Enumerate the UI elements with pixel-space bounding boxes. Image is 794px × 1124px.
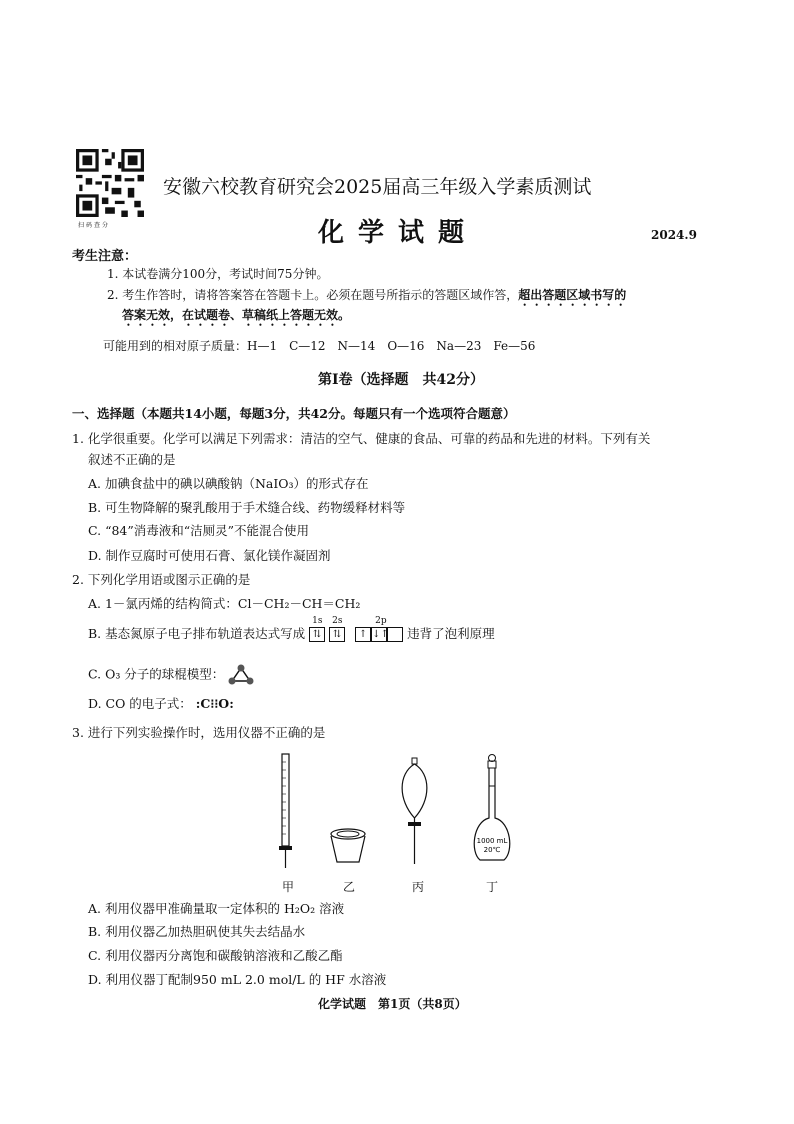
apparatus-caption-bing: 丙 bbox=[412, 880, 425, 894]
orbital-2p-label: 2p bbox=[375, 616, 387, 626]
page-footer: 化学试题 第1页（共8页） bbox=[318, 997, 467, 1011]
orbital-1s bbox=[309, 616, 325, 642]
q2-option-d-text: D. CO 的电子式： bbox=[88, 696, 192, 711]
apparatus-figure bbox=[270, 752, 530, 876]
part-title: 第Ⅰ卷（选择题 共42分） bbox=[318, 372, 485, 388]
orbital-box-icon: ↓↑ bbox=[372, 629, 389, 640]
q1-option-c: C. “84”消毒液和“洁厕灵”不能混合使用 bbox=[88, 523, 310, 538]
volumetric-flask-icon bbox=[474, 755, 510, 861]
atomic-masses: 可能用到的相对原子质量：H—1 C—12 N—14 O—16 Na—23 Fe—56 bbox=[103, 339, 536, 353]
orbital-box-icon: ⇅ bbox=[309, 627, 325, 642]
orbital-2p bbox=[355, 616, 403, 642]
flask-temp-label: 20℃ bbox=[483, 846, 501, 854]
flask-volume-label: 1000 mL bbox=[476, 837, 508, 845]
q1-option-d: D. 制作豆腐时可使用石膏、氯化镁作凝固剂 bbox=[88, 548, 331, 563]
apparatus-caption-yi: 乙 bbox=[343, 880, 356, 894]
q2-option-a: A. 1－氯丙烯的结构简式：Cl－CH₂－CH＝CH₂ bbox=[88, 596, 361, 611]
notice-item-2-text: 2. 考生作答时，请将答案答在答题卡上。必须在题号所指示的答题区域作答， bbox=[107, 288, 519, 302]
notice-item-2-emphasis: 超出答题区域书写的 bbox=[518, 288, 627, 302]
apparatus-caption-jia: 甲 bbox=[282, 880, 295, 894]
qr-code-image bbox=[76, 149, 144, 217]
exam-name: 安徽六校教育研究会2025届高三年级入学素质测试 bbox=[163, 176, 592, 198]
exam-date: 2024.9 bbox=[651, 228, 697, 242]
apparatus-caption-ding: 丁 bbox=[486, 880, 499, 894]
orbital-box-icon: ⇅ bbox=[329, 627, 345, 642]
q1-option-a: A. 加碘食盐中的碘以碘酸钠（NaIO₃）的形式存在 bbox=[88, 476, 369, 491]
q3-option-c: C. 利用仪器丙分离饱和碳酸钠溶液和乙酸乙酯 bbox=[88, 948, 343, 963]
orbital-2s-label: 2s bbox=[332, 616, 343, 626]
notice-item-2-cont: 答案无效，在试题卷、草稿纸上答题无效。 bbox=[122, 308, 351, 322]
notice-heading: 考生注意： bbox=[72, 249, 138, 264]
orbital-1s-label: 1s bbox=[312, 616, 323, 626]
orbital-box-icon bbox=[387, 627, 403, 642]
q2-option-c bbox=[88, 664, 254, 686]
q2-option-b-text: B. 基态氮原子电子排布轨道表达式写成 bbox=[88, 626, 306, 641]
qr-caption: 扫码查分 bbox=[78, 222, 111, 229]
q2-stem: 2. 下列化学用语或图示正确的是 bbox=[72, 572, 251, 587]
burette-icon bbox=[279, 754, 292, 868]
section-title: 一、选择题（本题共14小题，每题3分，共42分。每题只有一个选项符合题意） bbox=[72, 406, 516, 421]
page-title: 化学试题 bbox=[318, 218, 479, 248]
q3-stem: 3. 进行下列实验操作时，选用仪器不正确的是 bbox=[72, 725, 326, 740]
separatory-funnel-icon bbox=[402, 758, 427, 864]
q2-option-b-tail: 违背了泡利原理 bbox=[407, 626, 495, 641]
orbital-box-icon: ↑ bbox=[355, 627, 371, 642]
q2-option-d bbox=[88, 694, 234, 712]
q1-stem-1: 1. 化学很重要。化学可以满足下列需求：清洁的空气、健康的食品、可靠的药品和先进的材料。下列有关 bbox=[72, 431, 651, 446]
q2-option-c-text: C. O₃ 分子的球棍模型： bbox=[88, 666, 225, 682]
q3-option-b: B. 利用仪器乙加热胆矾使其失去结晶水 bbox=[88, 924, 306, 939]
q3-option-a: A. 利用仪器甲准确量取一定体积的 H₂O₂ 溶液 bbox=[88, 901, 345, 916]
notice-item-1: 1. 本试卷满分100分，考试时间75分钟。 bbox=[107, 267, 329, 281]
orbital-2s bbox=[329, 616, 345, 642]
q3-option-d: D. 利用仪器丁配制950 mL 2.0 mol/L 的 HF 水溶液 bbox=[88, 972, 387, 987]
q1-stem-2: 叙述不正确的是 bbox=[88, 452, 176, 467]
q2-option-b bbox=[88, 616, 495, 642]
co-electron-formula: :C⁝⁝O: bbox=[195, 696, 234, 711]
crucible-icon bbox=[331, 829, 365, 862]
q1-option-b: B. 可生物降解的聚乳酸用于手术缝合线、药物缓释材料等 bbox=[88, 500, 406, 515]
ozone-ball-stick-icon bbox=[228, 664, 254, 686]
